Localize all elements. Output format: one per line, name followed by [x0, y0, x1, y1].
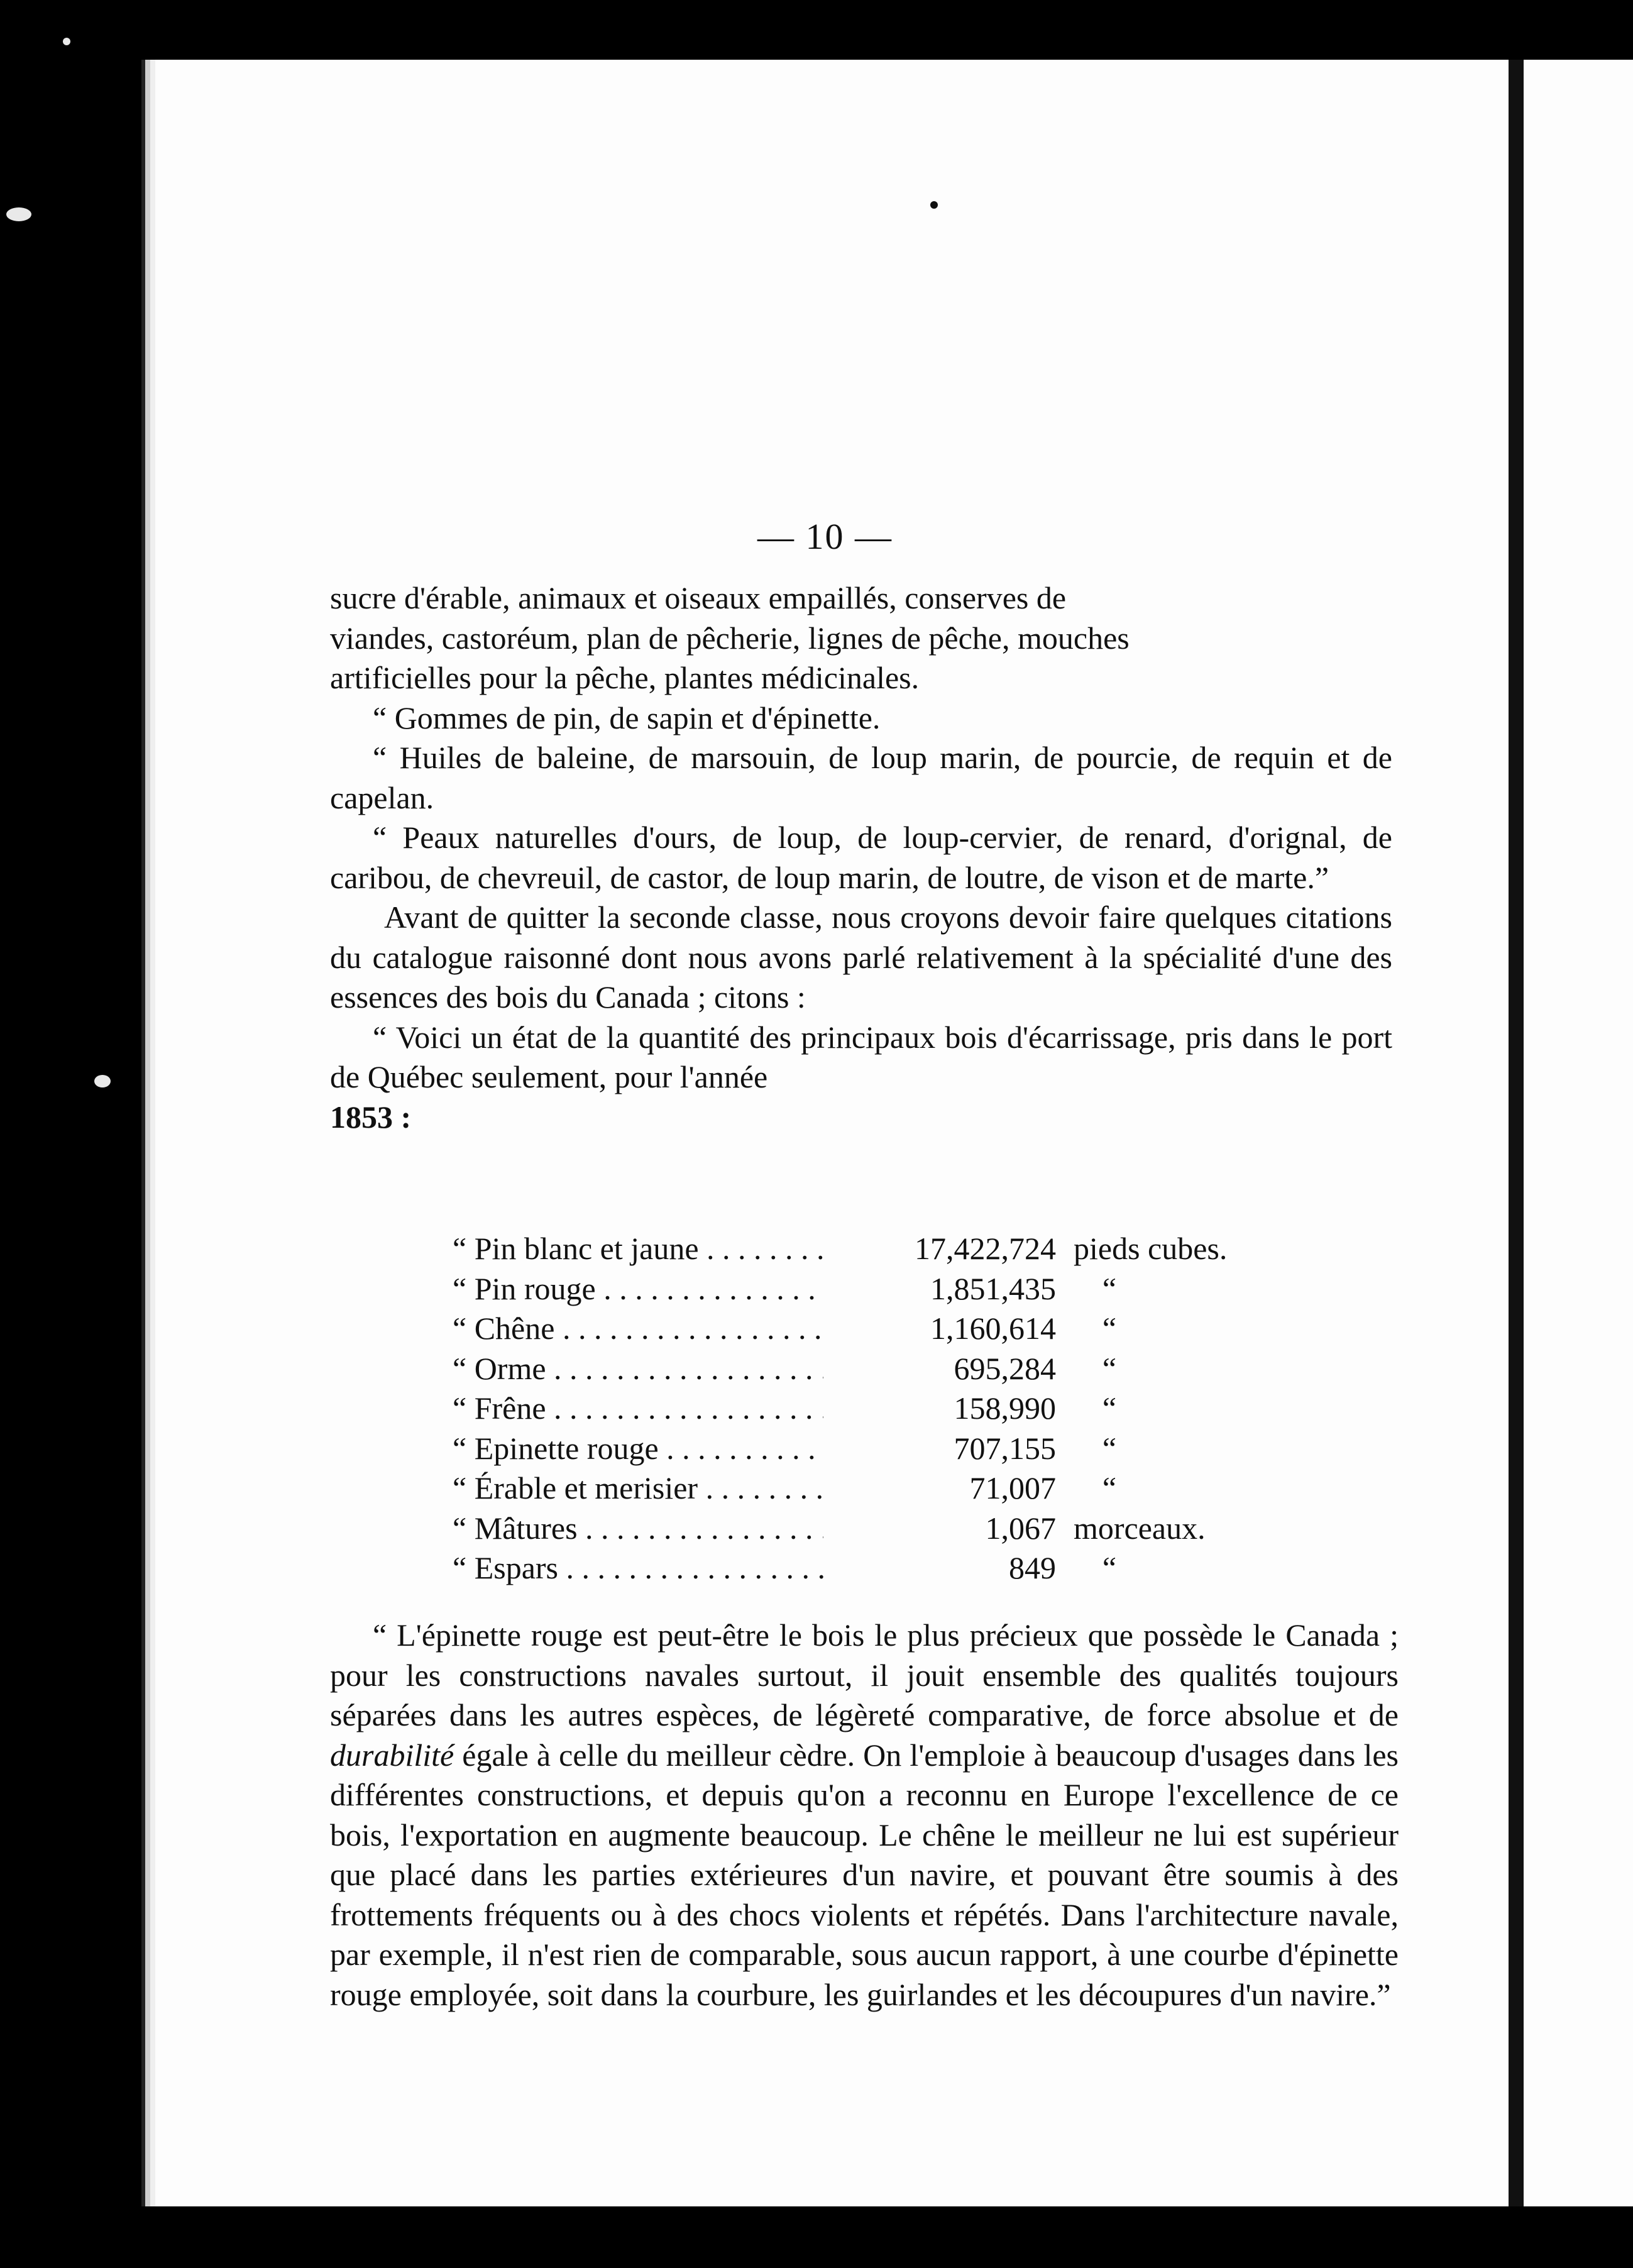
table-row	[453, 1548, 1370, 1588]
year-label: 1853 :	[330, 1099, 412, 1135]
wood-name: “ Pin blanc et jaune . . .	[453, 1229, 823, 1269]
paragraph-avant: Avant de quitter la seconde classe, nous croyons devoir faire quelques citations du catalogue raisonné dont nous avons parlé relativement à la spécialité d'une des essences des bois du Canada ; citons :	[330, 900, 1392, 1015]
wood-name: “ Chêne . . .	[453, 1309, 823, 1349]
wood-name: “ Frêne . . .	[453, 1389, 823, 1429]
paragraph-peaux: “ Peaux naturelles d'ours, de loup, de loup-cervier, de renard, d'orignal, de caribou, de chevreuil, de castor, de loup marin, de loutre, de vison et de marte.”	[330, 820, 1392, 895]
closing-text: égale à celle du meilleur cèdre. On l'emploie à beaucoup d'usages dans les différentes constructions, et depuis qu'on a reconnu en Europe l'excellence de ce bois, l'exportation en augmente beaucoup. Le chêne le meilleur ne lui est supérieur que placé dans les parties extérieures d'un navire, et pouvant être soumis à des frottements fréquents ou à des chocs violents et répétés. Dans l'architecture navale, par exemple, il n'est rien de comparable, sous aucun rapport, à une courbe d'épinette rouge employée, soit dans la courbure, les guirlandes et les découpures d'un navire.”	[330, 1737, 1399, 2012]
wood-quantity: 158,990	[954, 1390, 1056, 1426]
wood-quantity: 1,160,614	[930, 1311, 1056, 1346]
scan-artifact	[930, 201, 938, 209]
wood-name: “ Orme . . .	[453, 1349, 823, 1389]
scan-artifact	[6, 207, 31, 221]
scan-artifact	[94, 1075, 111, 1087]
paragraph-voici: “ Voici un état de la quantité des principaux bois d'écarrissage, pris dans le port de Québec seulement, pour l'année	[330, 1019, 1392, 1094]
text-line: sucre d'érable, animaux et oiseaux empaillés, conserves de	[330, 580, 1067, 615]
paragraph-huiles: “ Huiles de baleine, de marsouin, de loup marin, de pourcie, de requin et de capelan.	[330, 740, 1392, 815]
wood-unit: “	[1102, 1390, 1117, 1426]
table-row	[453, 1429, 1370, 1469]
closing-italic: durabilité	[330, 1737, 454, 1773]
wood-quantity: 695,284	[954, 1350, 1056, 1386]
wood-quantity: 71,007	[969, 1470, 1056, 1506]
wood-name: “ Érable et merisier . . .	[453, 1468, 823, 1509]
wood-unit: pieds cubes.	[1074, 1231, 1228, 1266]
wood-unit: morceaux.	[1074, 1510, 1206, 1546]
adjacent-page-edge	[1509, 60, 1633, 2206]
wood-unit: “	[1102, 1350, 1117, 1386]
table-row	[453, 1468, 1370, 1509]
paragraph-gommes: “ Gommes de pin, de sapin et d'épinette.	[373, 700, 881, 735]
body-text	[330, 578, 1392, 1137]
table-row	[453, 1349, 1370, 1389]
wood-quantity: 1,067	[985, 1510, 1056, 1546]
table-row	[453, 1269, 1370, 1309]
wood-unit: “	[1102, 1470, 1117, 1506]
wood-quantity: 849	[1009, 1550, 1056, 1585]
wood-unit: “	[1102, 1430, 1117, 1466]
scan-artifact	[63, 38, 70, 45]
table-row	[453, 1509, 1370, 1549]
wood-name: “ Pin rouge . . .	[453, 1269, 823, 1309]
wood-quantity: 707,155	[954, 1430, 1056, 1466]
table-row	[453, 1309, 1370, 1349]
wood-quantity: 1,851,435	[930, 1270, 1056, 1306]
table-row	[453, 1389, 1370, 1429]
text-line: artificielles pour la pêche, plantes médicinales.	[330, 660, 920, 695]
intro-paragraph	[330, 578, 1392, 698]
wood-name: “ Epinette rouge . . .	[453, 1429, 823, 1469]
paragraph-epinette	[330, 1616, 1399, 2015]
book-page	[141, 60, 1509, 2206]
page-number: — 10 —	[757, 516, 893, 557]
closing-quote	[330, 1616, 1399, 2015]
wood-unit: “	[1102, 1550, 1117, 1585]
text-line: viandes, castoréum, plan de pêcherie, lignes de pêche, mouches	[330, 620, 1130, 656]
table-row	[453, 1229, 1370, 1269]
wood-name: “ Espars . . .	[453, 1548, 823, 1588]
wood-unit: “	[1102, 1270, 1117, 1306]
closing-text: “ L'épinette rouge est peut-être le bois le plus précieux que possède le Canada ; pour les constructions navales surtout, il jouit ensemble des qualités toujours séparées dans les autres espèces, de légèreté comparative, de force absolue et de	[330, 1617, 1399, 1732]
wood-unit: “	[1102, 1311, 1117, 1346]
timber-table	[453, 1229, 1370, 1588]
wood-quantity: 17,422,724	[915, 1231, 1056, 1266]
wood-name: “ Mâtures . . .	[453, 1509, 823, 1549]
